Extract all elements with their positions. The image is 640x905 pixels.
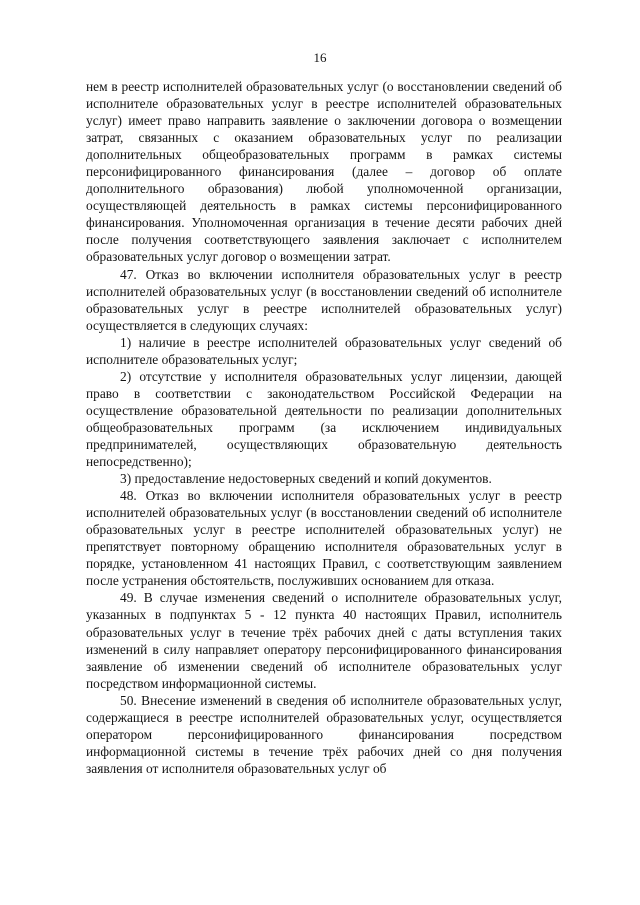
paragraph-50: 50. Внесение изменений в сведения об исполнителе образовательных услуг, содержащиеся в реестре исполнителей образовательных услуг, осуществляется оператором персонифицированного финансирования посредством информационной системы в течение трёх рабочих дней со дня получения заявления от исполнителя образовательных услуг об <box>86 692 562 776</box>
paragraph-47-item-1: 1) наличие в реестре исполнителей образовательных услуг сведений об исполнителе образовательных услуг; <box>86 334 562 367</box>
paragraph-49: 49. В случае изменения сведений о исполнителе образовательных услуг, указанных в подпунктах 5 - 12 пункта 40 настоящих Правил, исполнитель образовательных услуг в течение трёх рабочих дней с даты вступления таких изменений в силу направляет оператору персонифицированного финансирования заявление об изменении сведений об исполнителе образовательных услуг посредством информационной системы. <box>86 590 562 691</box>
paragraph-47-item-3: 3) предоставление недостоверных сведений и копий документов. <box>120 471 492 487</box>
paragraph-47: 47. Отказ во включении исполнителя образовательных услуг в реестр исполнителей образовательных услуг (в восстановлении сведений об исполнителе образовательных услуг в реестре исполнителей образовательных услуг) осуществляется в следующих случаях: <box>86 266 562 333</box>
document-body <box>86 78 562 777</box>
paragraph-48: 48. Отказ во включении исполнителя образовательных услуг в реестр исполнителей образовательных услуг (в восстановлении сведений об исполнителе образовательных услуг в реестре исполнителей образовательных услуг) не препятствует повторному обращению исполнителя образовательных услуг в порядке, установленном 41 настоящих Правил, с соответствующим заявлением после устранения обстоятельств, послуживших основанием для отказа. <box>86 488 562 589</box>
paragraph-47-item-2: 2) отсутствие у исполнителя образовательных услуг лицензии, дающей право в соответствии с законодательством Российской Федерации на осуществление образовательной деятельности по реализации дополнительных общеобразовательных программ (за исключением индивидуальных предпринимателей, осуществляющих образовательную деятельность непосредственно); <box>86 368 562 470</box>
paragraph-continuation: нем в реестр исполнителей образовательных услуг (о восстановлении сведений об исполнителе образовательных услуг в реестре исполнителей образовательных услуг) имеет право направить заявление о заключении договора о возмещении затрат, связанных с оказанием образовательных услуг по реализации дополнительных общеобразовательных программ в рамках системы персонифицированного финансирования (далее – договор об оплате дополнительного образования) любой уполномоченной организации, осуществляющей деятельность в рамках системы персонифицированного финансирования. Уполномоченная организация в течение десяти рабочих дней после получения соответствующего заявления заключает с исполнителем образовательных услуг договор о возмещении затрат. <box>86 79 562 265</box>
page-number: 16 <box>313 50 327 65</box>
